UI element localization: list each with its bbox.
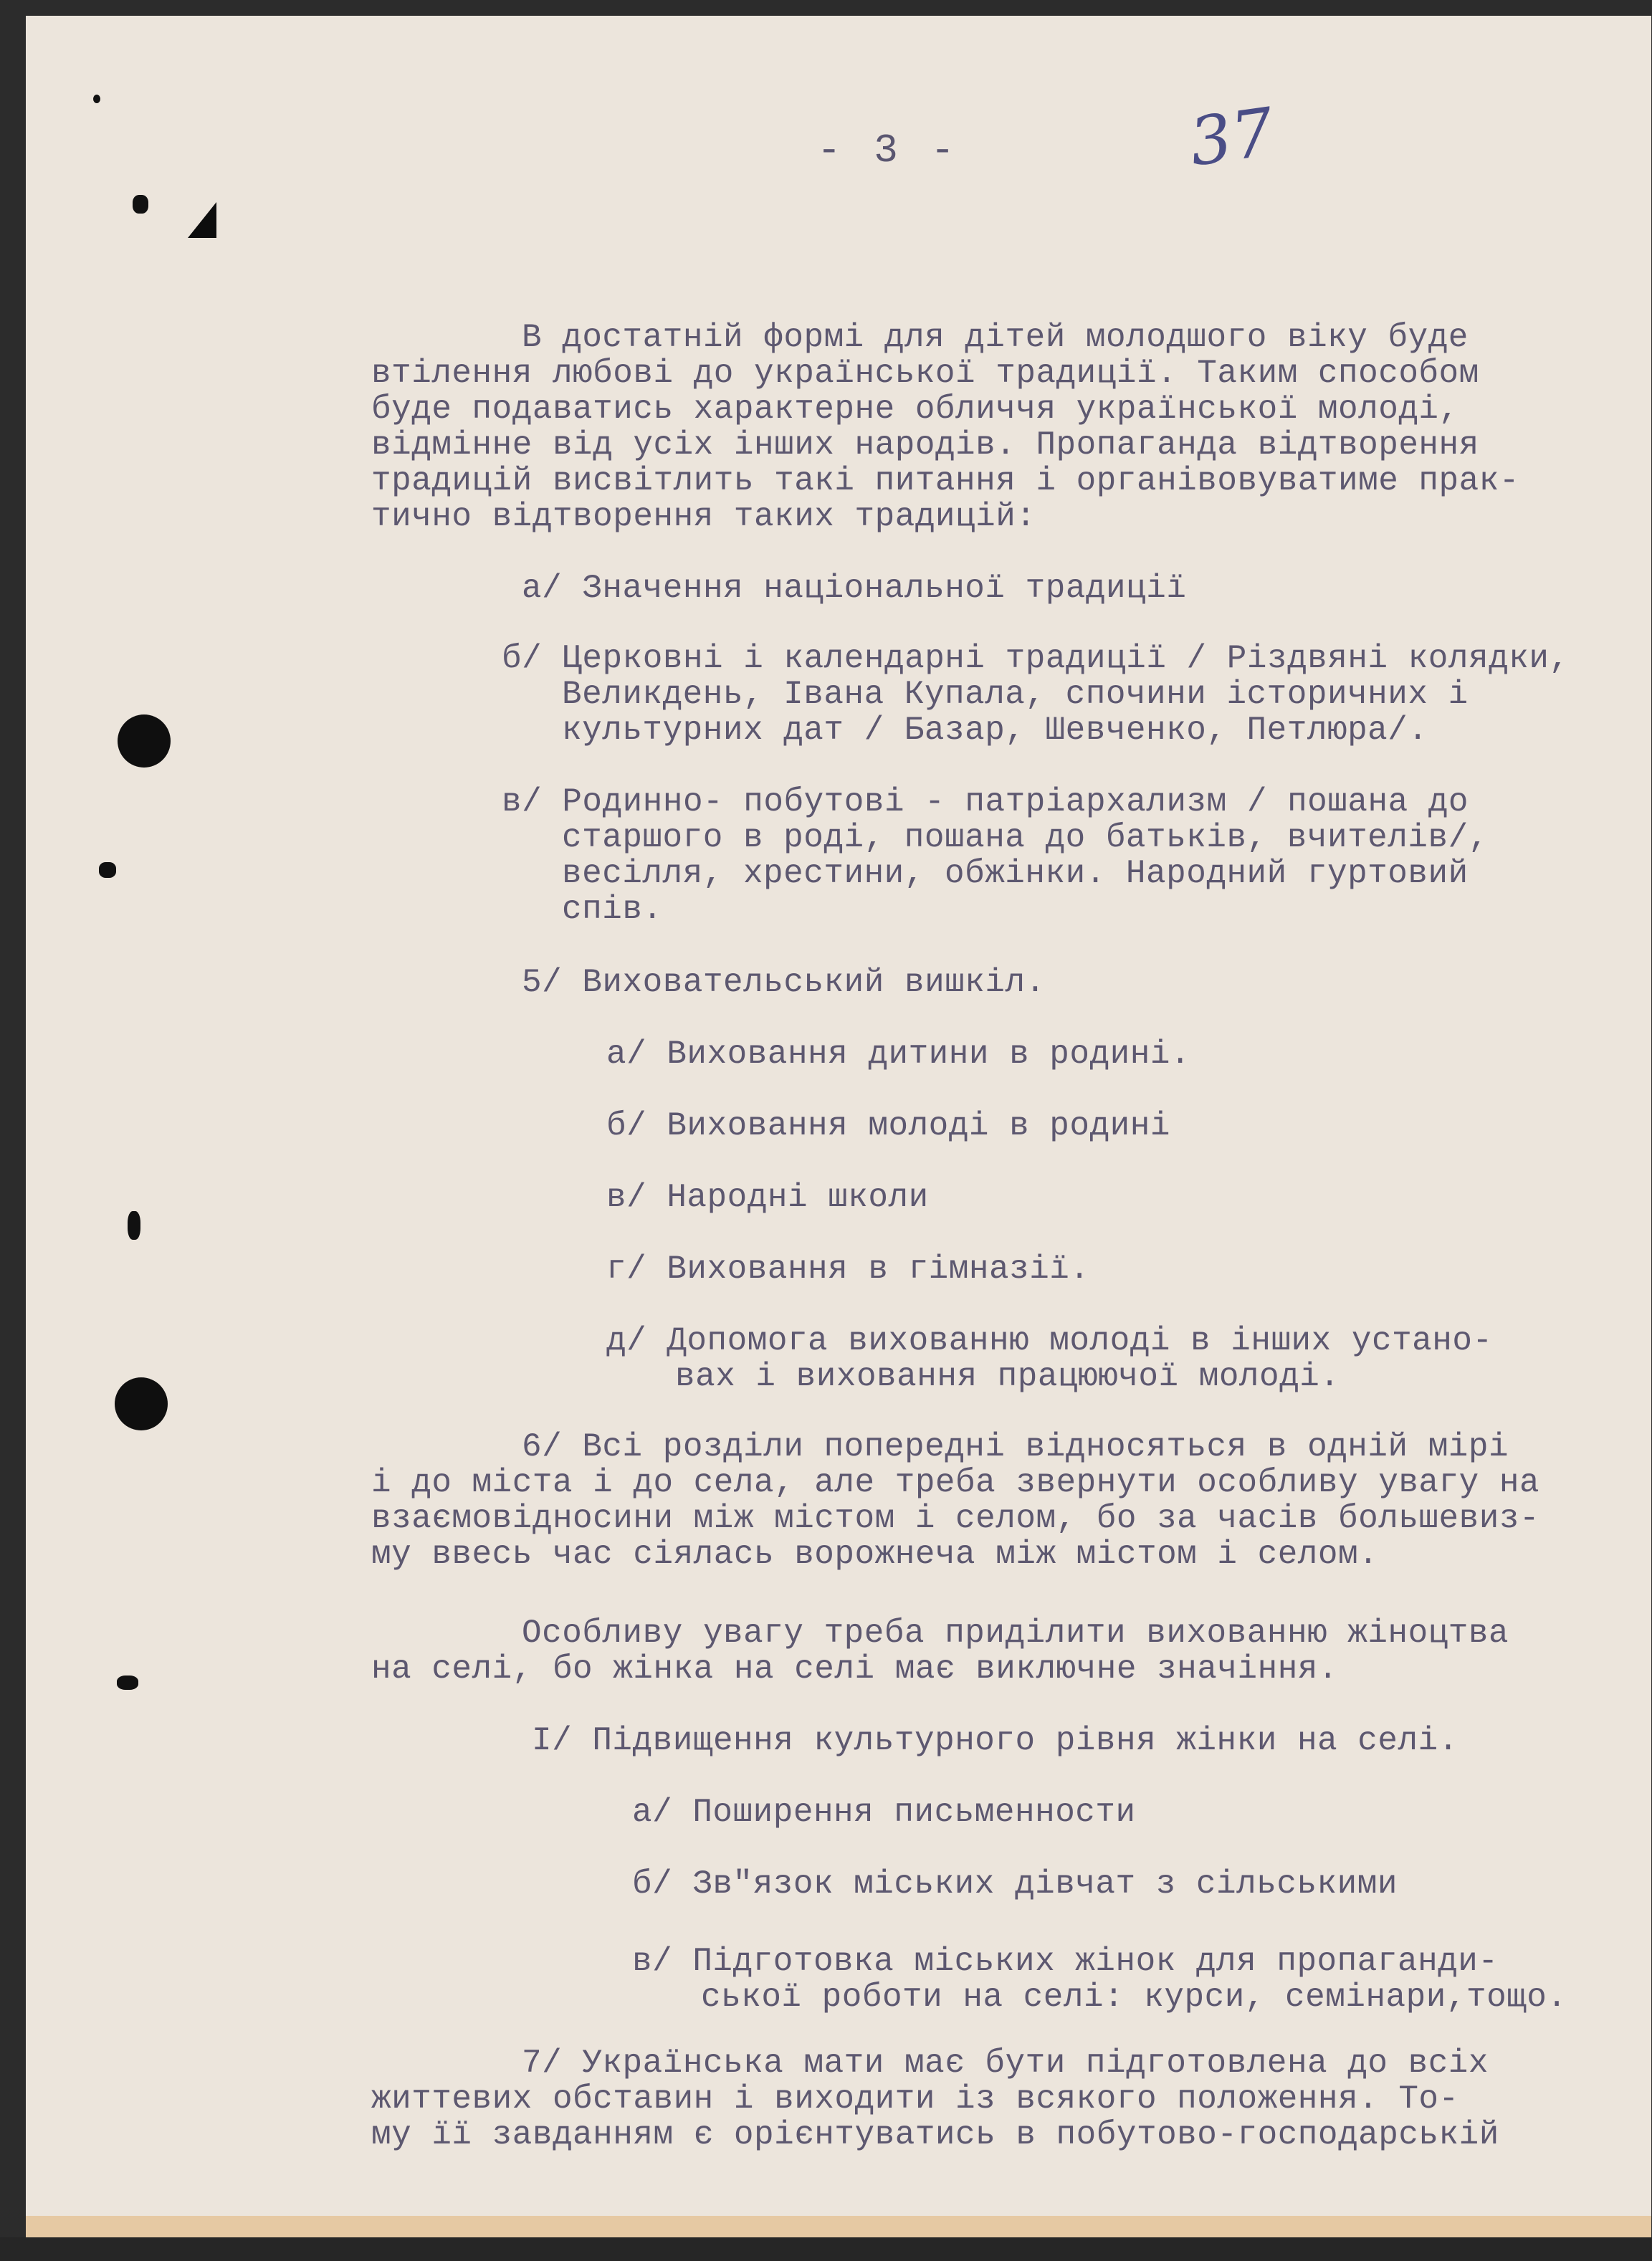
page-tear-mark xyxy=(188,202,216,238)
text-line: взаємовідносини між містом і селом, бо за часів большевиз- xyxy=(371,1500,1540,1537)
list-item-continuation: старшого в роді, пошана до батьків, вчителів/, xyxy=(562,819,1489,856)
text-line: втілення любові до української традиції. Таким способом xyxy=(371,355,1479,392)
text-line: життевих обставин і виходити із всякого положення. То- xyxy=(371,2080,1459,2118)
list-item-continuation: Великдень, Івана Купала, спочини історичних і xyxy=(562,676,1469,713)
list-item: а/ Поширення письменности xyxy=(632,1794,1136,1831)
list-item: а/ Виховання дитини в родині. xyxy=(606,1036,1191,1073)
text-line: 6/ Всі розділи попередні відносяться в одній мірі xyxy=(522,1428,1509,1466)
list-item-continuation: спів. xyxy=(562,891,663,928)
list-item: в/ Народні школи xyxy=(606,1179,929,1216)
speck xyxy=(117,1676,138,1690)
list-item: а/ Значення національної традиції xyxy=(522,570,1187,607)
text-line: Особливу увагу треба приділити вихованню жіноцтва xyxy=(522,1615,1509,1652)
scan-background xyxy=(0,2237,1652,2261)
text-line: і до міста і до села, але треба звернути особливу увагу на xyxy=(371,1464,1540,1501)
list-item: б/ Церковні і календарні традиції / Різдвяні колядки, xyxy=(502,640,1570,677)
list-item: б/ Виховання молоді в родині xyxy=(606,1107,1170,1144)
page-bottom-strip xyxy=(26,2216,1651,2237)
text-line: традицій висвітлить такі питання і органівовуватиме прак- xyxy=(371,462,1519,499)
list-item-continuation: культурних дат / Базар, Шевченко, Петлюра/. xyxy=(562,712,1428,749)
text-line: В достатній формі для дітей молодшого віку буде xyxy=(522,319,1469,356)
text-line: му її завданням є орієнтуватись в побутово-господарській xyxy=(371,2116,1499,2154)
text-line: на селі, бо жінка на селі має виключне значіння. xyxy=(371,1650,1339,1688)
speck xyxy=(93,95,100,103)
text-line: тично відтворення таких традицій: xyxy=(371,498,1036,535)
section-heading: І/ Підвищення культурного рівня жінки на селі. xyxy=(532,1722,1458,1759)
speck xyxy=(128,1211,140,1240)
page-number: - 3 - xyxy=(817,128,960,173)
list-item-continuation: ської роботи на селі: курси, семінари,тощо. xyxy=(701,1979,1567,2016)
text-line: відмінне від усіх інших народів. Пропаганда відтворення xyxy=(371,426,1479,464)
list-item-continuation: вах і виховання працюючої молоді. xyxy=(675,1358,1340,1395)
text-line: му ввесь час сіялась ворожнеча між містом і селом. xyxy=(371,1536,1379,1573)
list-item: г/ Виховання в гімназії. xyxy=(606,1251,1090,1288)
list-item: в/ Підготовка міських жінок для пропаганди- xyxy=(632,1943,1499,1980)
binder-hole-top xyxy=(118,714,171,768)
speck xyxy=(133,195,148,214)
section-heading: 5/ Виховательський вишкіл. xyxy=(522,964,1046,1001)
list-item-continuation: весілля, хрестини, обжінки. Народний гуртовий xyxy=(562,855,1469,892)
handwritten-archive-number: 37 xyxy=(1185,93,1279,181)
list-item: б/ Зв"язок міських дівчат з сільськими xyxy=(632,1865,1398,1903)
speck xyxy=(99,862,116,878)
list-item: в/ Родинно- побутові - патріархализм / пошана до xyxy=(502,783,1469,821)
text-line: 7/ Українська мати має бути підготовлена до всіх xyxy=(522,2045,1489,2082)
list-item: д/ Допомога вихованню молоді в інших устано- xyxy=(606,1322,1493,1359)
text-line: буде подаватись характерне обличчя української молоді, xyxy=(371,391,1459,428)
binder-hole-bottom xyxy=(115,1377,168,1430)
